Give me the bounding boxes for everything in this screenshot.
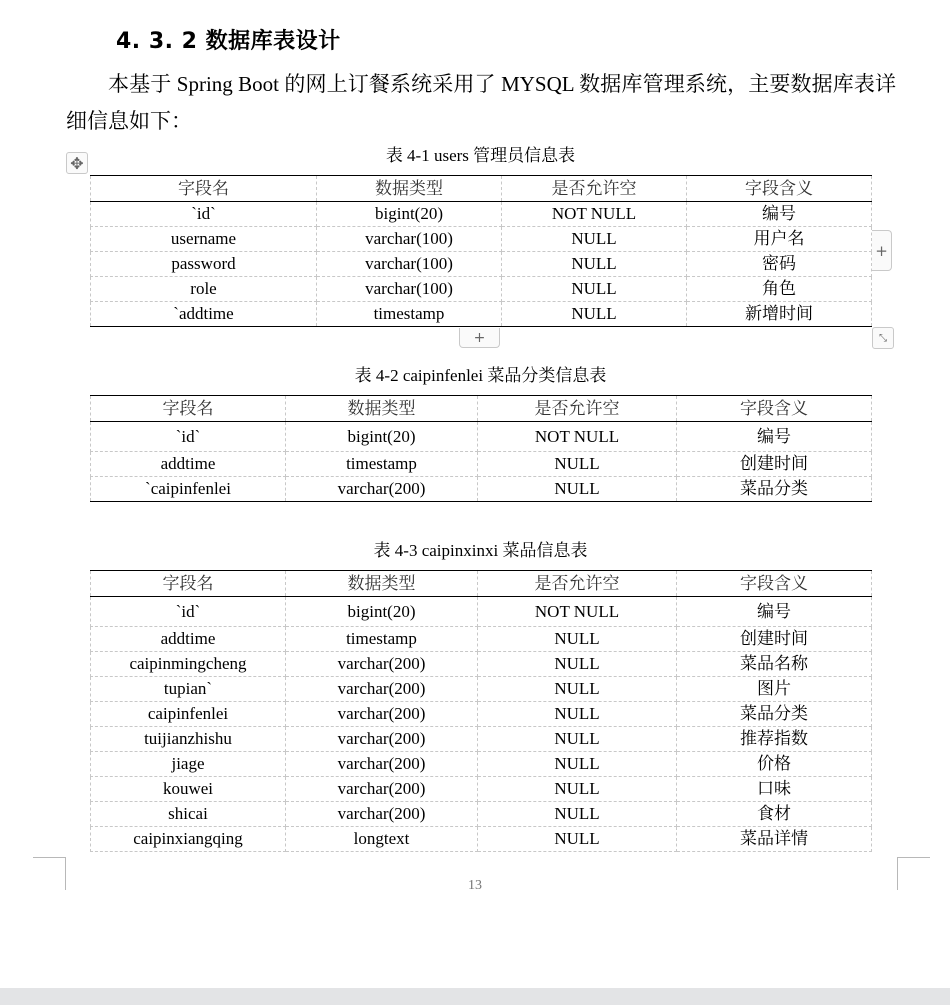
cell-null[interactable]: NULL	[502, 227, 687, 252]
cell-meaning[interactable]: 菜品分类	[677, 702, 872, 727]
cell-field[interactable]: addtime	[91, 627, 286, 652]
cell-meaning[interactable]: 菜品名称	[677, 652, 872, 677]
cell-type[interactable]: varchar(200)	[286, 752, 478, 777]
cell-field[interactable]: tupian`	[91, 677, 286, 702]
cell-field[interactable]: `id`	[91, 422, 286, 452]
header-data-type: 数据类型	[317, 176, 502, 202]
cell-null[interactable]: NOT NULL	[478, 597, 677, 627]
cell-null[interactable]: NOT NULL	[478, 422, 677, 452]
cell-type[interactable]: longtext	[286, 827, 478, 852]
cell-meaning[interactable]: 食材	[677, 802, 872, 827]
cell-type[interactable]: varchar(200)	[286, 477, 478, 502]
cell-null[interactable]: NULL	[502, 252, 687, 277]
cell-field[interactable]: caipinxiangqing	[91, 827, 286, 852]
cell-meaning[interactable]: 创建时间	[677, 627, 872, 652]
table-row	[91, 202, 872, 227]
header-nullable: 是否允许空	[478, 571, 677, 597]
body-paragraph: 本基于 Spring Boot 的网上订餐系统采用了 MYSQL 数据库管理系统，主要数据库表详细信息如下：	[66, 72, 896, 133]
cell-null[interactable]: NULL	[502, 277, 687, 302]
header-meaning: 字段含义	[687, 176, 872, 202]
cell-type[interactable]: timestamp	[286, 627, 478, 652]
cell-null[interactable]: NULL	[478, 702, 677, 727]
page-gap-background	[0, 988, 950, 1005]
cell-type[interactable]: timestamp	[286, 452, 478, 477]
cell-meaning[interactable]: 创建时间	[677, 452, 872, 477]
header-nullable: 是否允许空	[502, 176, 687, 202]
caipinxinxi-table[interactable]	[90, 570, 872, 852]
table-row	[91, 302, 872, 327]
cell-type[interactable]: varchar(100)	[317, 252, 502, 277]
cell-null[interactable]: NULL	[478, 802, 677, 827]
header-field-name: 字段名	[91, 176, 317, 202]
header-field-name: 字段名	[91, 396, 286, 422]
cell-null[interactable]: NULL	[502, 302, 687, 327]
cell-meaning[interactable]: 编号	[677, 422, 872, 452]
table-row	[91, 452, 872, 477]
move-icon: ✥	[70, 153, 84, 173]
cell-meaning[interactable]: 价格	[677, 752, 872, 777]
cell-meaning[interactable]: 菜品分类	[677, 477, 872, 502]
header-nullable: 是否允许空	[478, 396, 677, 422]
table-resize-handle[interactable]	[872, 327, 894, 349]
cell-null[interactable]: NULL	[478, 727, 677, 752]
plus-icon: +	[875, 241, 888, 260]
cell-meaning[interactable]: 编号	[677, 597, 872, 627]
cell-type[interactable]: bigint(20)	[286, 597, 478, 627]
table-caption-4-3: 表 4-3 caipinxinxi 菜品信息表	[373, 541, 588, 560]
cell-field[interactable]: password	[91, 252, 317, 277]
cell-meaning[interactable]: 图片	[677, 677, 872, 702]
cell-type[interactable]: varchar(200)	[286, 802, 478, 827]
cell-field[interactable]: caipinmingcheng	[91, 652, 286, 677]
cell-type[interactable]: varchar(200)	[286, 677, 478, 702]
cell-field[interactable]: shicai	[91, 802, 286, 827]
cell-type[interactable]: varchar(200)	[286, 652, 478, 677]
table-row	[91, 422, 872, 452]
table-header-row	[91, 396, 872, 422]
cell-field[interactable]: `caipinfenlei	[91, 477, 286, 502]
cell-field[interactable]: tuijianzhishu	[91, 727, 286, 752]
table-row	[91, 827, 872, 852]
table-row	[91, 227, 872, 252]
header-meaning: 字段含义	[677, 396, 872, 422]
cell-meaning[interactable]: 编号	[687, 202, 872, 227]
cell-null[interactable]: NOT NULL	[502, 202, 687, 227]
table-row	[91, 777, 872, 802]
cell-meaning[interactable]: 菜品详情	[677, 827, 872, 852]
cell-type[interactable]: varchar(100)	[317, 227, 502, 252]
cell-null[interactable]: NULL	[478, 627, 677, 652]
table-row	[91, 802, 872, 827]
table-row	[91, 727, 872, 752]
table-header-row	[91, 176, 872, 202]
cell-null[interactable]: NULL	[478, 827, 677, 852]
header-data-type: 数据类型	[286, 571, 478, 597]
cell-field[interactable]: username	[91, 227, 317, 252]
cell-field[interactable]: `addtime	[91, 302, 317, 327]
cell-null[interactable]: NULL	[478, 452, 677, 477]
table-row	[91, 597, 872, 627]
table-row	[91, 477, 872, 502]
table-row	[91, 652, 872, 677]
cell-field[interactable]: role	[91, 277, 317, 302]
cell-type[interactable]: varchar(200)	[286, 702, 478, 727]
cell-null[interactable]: NULL	[478, 652, 677, 677]
cell-meaning[interactable]: 角色	[687, 277, 872, 302]
table-row	[91, 752, 872, 777]
users-table[interactable]	[90, 175, 872, 327]
header-data-type: 数据类型	[286, 396, 478, 422]
cell-field[interactable]: kouwei	[91, 777, 286, 802]
cell-type[interactable]: varchar(100)	[317, 277, 502, 302]
table-row	[91, 252, 872, 277]
cell-null[interactable]: NULL	[478, 752, 677, 777]
cell-field[interactable]: `id`	[91, 597, 286, 627]
table-move-handle[interactable]	[66, 152, 88, 174]
cell-null[interactable]: NULL	[478, 477, 677, 502]
table-caption-4-2: 表 4-2 caipinfenlei 菜品分类信息表	[354, 366, 607, 385]
cell-field[interactable]: jiage	[91, 752, 286, 777]
table-caption-4-1: 表 4-1 users 管理员信息表	[385, 146, 576, 165]
cell-meaning[interactable]: 用户名	[687, 227, 872, 252]
section-heading: 4. 3. 2 数据库表设计	[116, 29, 341, 54]
header-meaning: 字段含义	[677, 571, 872, 597]
cell-type[interactable]: timestamp	[317, 302, 502, 327]
table-row	[91, 702, 872, 727]
page-number: 13	[468, 878, 482, 893]
caipinfenlei-table[interactable]	[90, 395, 872, 502]
add-row-button[interactable]	[459, 328, 500, 348]
cell-type[interactable]: varchar(200)	[286, 727, 478, 752]
cell-meaning[interactable]: 密码	[687, 252, 872, 277]
table-row	[91, 627, 872, 652]
header-field-name: 字段名	[91, 571, 286, 597]
cell-type[interactable]: bigint(20)	[286, 422, 478, 452]
add-column-button[interactable]	[872, 230, 892, 271]
table-header-row	[91, 571, 872, 597]
cell-meaning[interactable]: 新增时间	[687, 302, 872, 327]
cell-meaning[interactable]: 推荐指数	[677, 727, 872, 752]
table-row	[91, 677, 872, 702]
cell-field[interactable]: caipinfenlei	[91, 702, 286, 727]
plus-icon: +	[473, 329, 486, 346]
cell-type[interactable]: bigint(20)	[317, 202, 502, 227]
cell-type[interactable]: varchar(200)	[286, 777, 478, 802]
cell-null[interactable]: NULL	[478, 677, 677, 702]
cell-field[interactable]: addtime	[91, 452, 286, 477]
cell-null[interactable]: NULL	[478, 777, 677, 802]
cell-field[interactable]: `id`	[91, 202, 317, 227]
table-row	[91, 277, 872, 302]
cell-meaning[interactable]: 口味	[677, 777, 872, 802]
resize-icon: ⤡	[879, 332, 887, 344]
